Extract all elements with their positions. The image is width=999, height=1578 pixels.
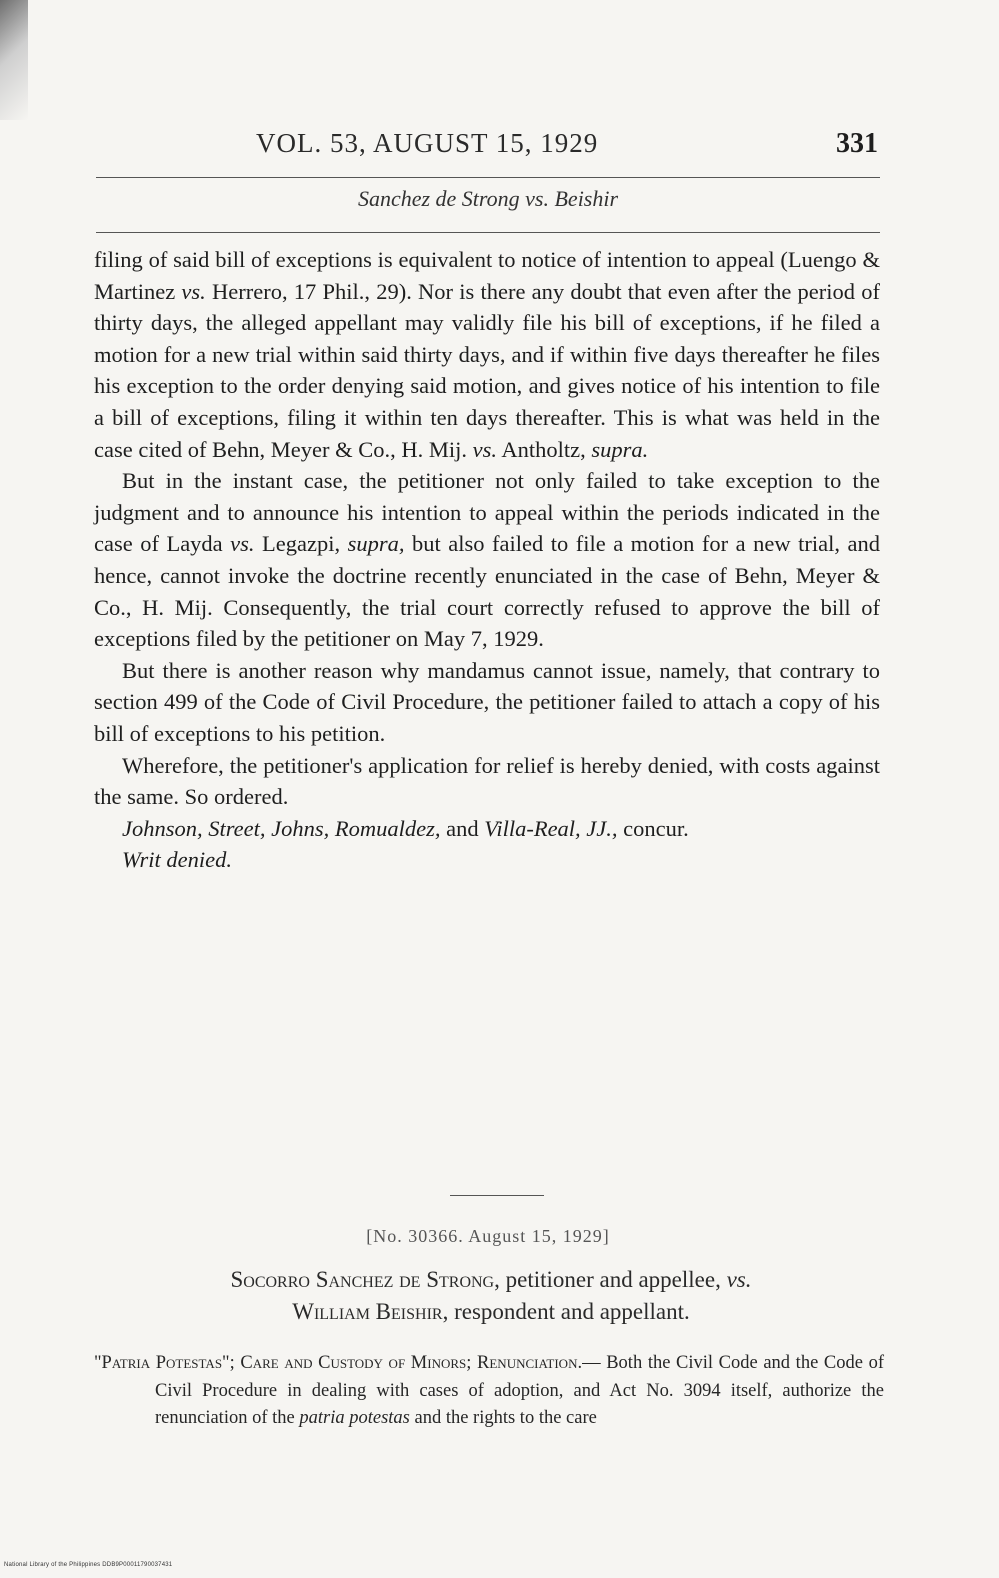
concurrence-and: and <box>440 815 485 841</box>
header-rule-top <box>96 177 880 178</box>
p1-supra: supra. <box>591 436 649 462</box>
running-title: VOL. 53, AUGUST 15, 1929 <box>256 128 599 158</box>
p1-vs: vs. <box>181 278 206 304</box>
page-edge-shadow <box>0 0 28 120</box>
page-header <box>96 128 880 168</box>
concurrence-concur: concur. <box>617 815 689 841</box>
header-rule-bottom <box>96 232 880 233</box>
paragraph-2 <box>94 465 880 655</box>
disposition: Writ denied. <box>122 847 232 873</box>
p1-vs-2: vs. <box>472 436 498 462</box>
syllabus-term: patria potestas <box>299 1408 410 1428</box>
p2-text-1: But in the instant case, the petitioner not only failed to take exception to the judgment and to announce his intention to appeal within the periods indicated in the case of Layda <box>94 468 880 557</box>
p1-text-1: filing of said bill of exceptions is equivalent to notice of intention to appeal (Luengo & Martinez <box>94 247 880 304</box>
p1-text-3: Antholtz, <box>497 436 592 462</box>
opinion-body <box>94 244 880 876</box>
syllabus-text-end: and the rights to the care <box>409 1408 597 1428</box>
syllabus <box>94 1350 884 1433</box>
paragraph-1 <box>94 244 880 465</box>
case-separator-rule <box>450 1195 544 1196</box>
scan-footer: National Library of the Philippines DDB9P00011790037431 <box>4 1562 173 1568</box>
respondent-name: William Beishir <box>292 1299 443 1324</box>
concurrence <box>94 813 880 845</box>
page-number: 331 <box>836 128 878 159</box>
p2-vs: vs. <box>230 531 255 557</box>
paragraph-3: But there is another reason why mandamus cannot issue, namely, that contrary to section 499 of the Code of Civil Procedure, the petitioner failed to attach a copy of his bill of exceptions to his petition. <box>94 657 880 746</box>
case-parties <box>96 1264 886 1328</box>
respondent-role: , respondent and appellant. <box>442 1299 690 1324</box>
paragraph-4: Wherefore, the petitioner's application for relief is hereby denied, with costs against the same. So ordered. <box>94 752 880 810</box>
p2-text-2: Legazpi, <box>254 531 348 557</box>
petitioner-name: Socorro Sanchez de Strong <box>230 1267 495 1292</box>
p2-supra: supra, <box>347 531 405 557</box>
petitioner-role: , petitioner and appellee, <box>494 1267 727 1292</box>
p1-text-2: Herrero, 17 Phil., 29). Nor is there any doubt that even after the period of thirty days, the alleged appellant may validly file his bill of exceptions, if he filed a motion for a new trial within said thirty days, and if within five days thereafter he files his exception to the order denying said motion, and gives notice of his intention to file a bill of exceptions, filing it within ten days thereafter. This is what was held in the case cited of Behn, Meyer & Co., H. Mij. <box>94 278 880 462</box>
concurring-last-justice: Villa-Real, JJ., <box>484 815 618 841</box>
p2-text-3: but also failed to file a motion for a new trial, and hence, cannot invoke the doctrine recently enunciated in the case of Behn, Meyer & Co., H. Mij. Consequently, the trial court correctly refused to approve the bill of exceptions filed by the petitioner on May 7, 1929. <box>94 531 880 652</box>
syllabus-paragraph <box>94 1350 884 1433</box>
case-caption: Sanchez de Strong vs. Beishir <box>357 186 619 211</box>
concurring-justices: Johnson, Street, Johns, Romualdez, <box>122 815 441 841</box>
syllabus-text: Both the Civil Code and the Code of Civil Procedure in dealing with cases of adoption, and Act No. 3094 itself, authorize the renunciation of the <box>155 1353 884 1428</box>
syllabus-heading: "Patria Potestas"; Care and Custody of Minors; Renunciation.— <box>94 1353 601 1373</box>
docket-line: [No. 30366. August 15, 1929] <box>366 1226 610 1246</box>
parties-vs: vs. <box>726 1267 752 1292</box>
